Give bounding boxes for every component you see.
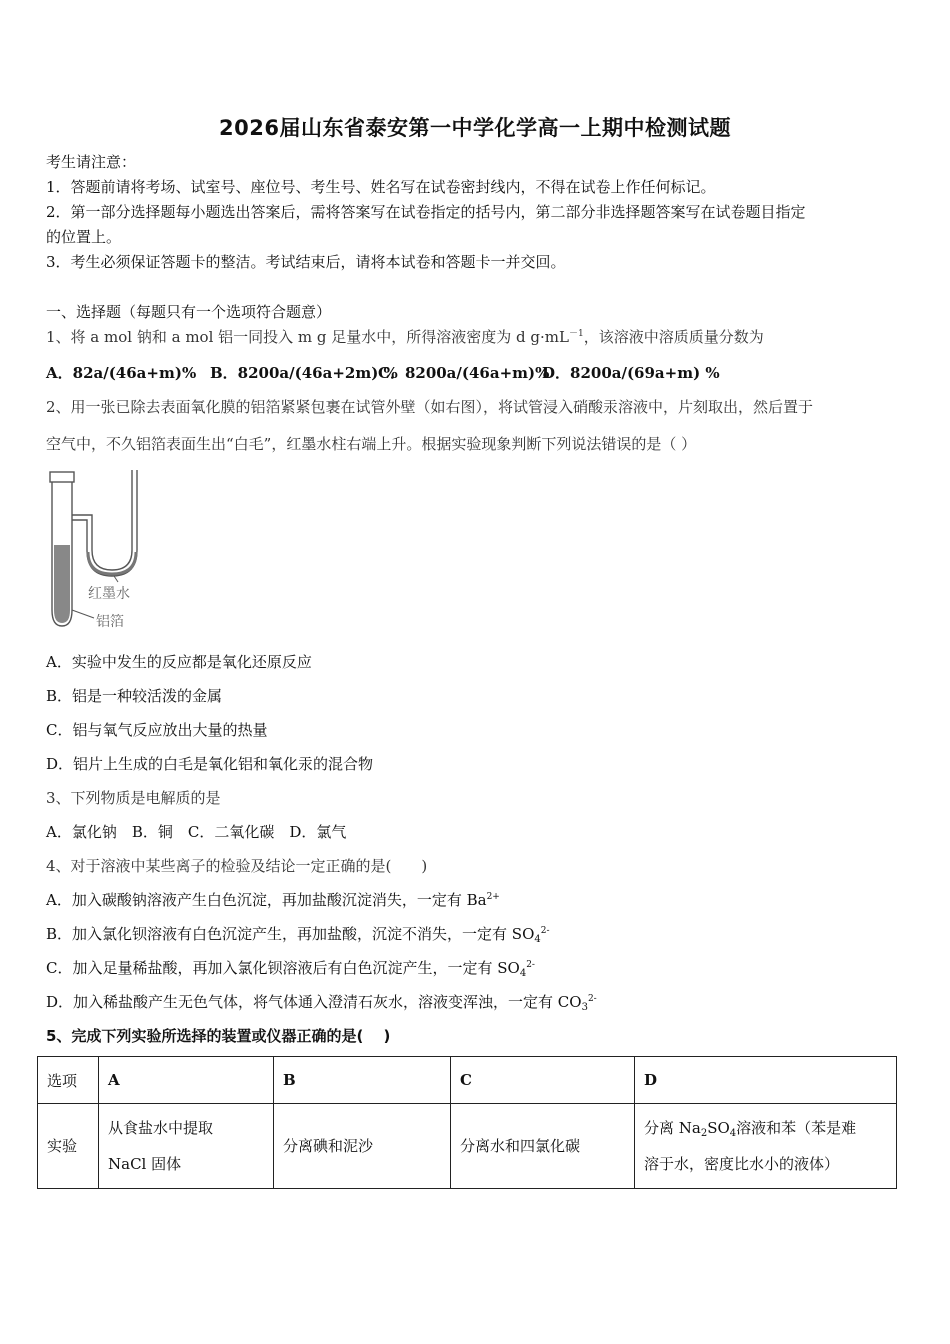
question-5-table <box>37 1056 897 1189</box>
question-3-options: A．氯化钠 B．铜 C．二氧化碳 D．氯气 <box>46 823 347 841</box>
question-2-stem-line2: 空气中，不久铝箔表面生出“白毛”，红墨水柱右端上升。根据实验现象判断下列说法错误的是（ ） <box>46 435 697 453</box>
cell-d-pre: 分离 Na <box>644 1119 701 1137</box>
q4-option-c-text: C．加入足量稀盐酸，再加入氯化钡溶液后有白色沉淀产生，一定有 SO <box>46 959 520 977</box>
table-header-cell: B <box>274 1057 451 1104</box>
q2-option-b: B．铝是一种较活泼的金属 <box>46 687 223 705</box>
q1-stem-tail: ，该溶液中溶质质量分数为 <box>583 328 764 346</box>
notice-item-3: 3．考生必须保证答题卡的整洁。考试结束后，请将本试卷和答题卡一并交回。 <box>46 253 566 271</box>
question-3-stem: 3、下列物质是电解质的是 <box>46 789 221 807</box>
q4-option-d-sub: 3 <box>581 1002 588 1013</box>
q1-option-b: B．8200a/(46a+2m) % <box>210 364 398 382</box>
table-header-cell: D <box>635 1057 897 1104</box>
question-4-stem: 4、对于溶液中某些离子的检验及结论一定正确的是( ) <box>46 857 428 875</box>
q4-option-d-text: D．加入稀盐酸产生无色气体，将气体通入澄清石灰水，溶液变浑浊，一定有 CO <box>46 993 582 1011</box>
q4-option-a-text: A．加入碳酸钠溶液产生白色沉淀，再加盐酸沉淀消失，一定有 Ba <box>46 891 487 909</box>
table-row-label: 实验 <box>38 1104 99 1189</box>
question-1-stem <box>46 327 764 347</box>
table-cell-a <box>99 1104 274 1189</box>
q4-option-b <box>46 924 550 944</box>
q1-stem-text: 1、将 a mol 钠和 a mol 铝一同投入 m g 足量水中，所得溶液密度为 d g·mL <box>46 328 569 346</box>
cell-d-line2: 溶于水，密度比水小的液体） <box>644 1155 840 1173</box>
notice-heading: 考生请注意： <box>46 153 137 171</box>
question-1-options <box>46 363 720 383</box>
table-cell-d <box>635 1104 897 1189</box>
label-pointer-foil <box>72 610 94 618</box>
cell-d-sub2: 4 <box>729 1128 737 1139</box>
q1-stem-sup: －1 <box>568 329 584 339</box>
notice-item-1: 1．答题前请将考场、试室号、座位号、考生号、姓名写在试卷密封线内，不得在试卷上作任何标记。 <box>46 178 716 196</box>
notice-item-2-cont: 的位置上。 <box>46 228 122 246</box>
table-header-cell: 选项 <box>38 1057 99 1104</box>
tube-stopper <box>50 472 74 482</box>
q2-option-c: C．铝与氧气反应放出大量的热量 <box>46 721 268 739</box>
label-pointer-ink <box>114 576 118 582</box>
table-row <box>38 1104 897 1189</box>
q4-option-b-sub: 4 <box>534 934 541 945</box>
q4-option-d-sup: 2- <box>587 994 597 1004</box>
aluminum-foil-fill <box>54 545 70 623</box>
q4-option-c-sub: 4 <box>519 968 527 979</box>
notice-item-2: 2．第一部分选择题每小题选出答案后，需将答案写在试卷指定的括号内，第二部分非选择题答案写在试卷题目指定 <box>46 203 806 221</box>
cell-d-sub1: 2 <box>700 1128 708 1139</box>
cell-a-line2: NaCl 固体 <box>108 1155 182 1173</box>
q4-option-c <box>46 958 535 978</box>
q1-option-c: C．8200a/(46a+m)% <box>378 364 550 382</box>
label-foil: 铝箔 <box>96 614 124 630</box>
cell-d-mid: SO <box>707 1119 730 1137</box>
table-cell-b: 分离碘和泥沙 <box>274 1104 451 1189</box>
cell-d-line1 <box>644 1110 887 1146</box>
test-tube-figure <box>44 470 154 635</box>
table-cell-c: 分离水和四氯化碳 <box>451 1104 635 1189</box>
q4-option-d <box>46 992 597 1012</box>
q4-option-b-sup: 2- <box>540 926 550 936</box>
table-header-cell: A <box>99 1057 274 1104</box>
q4-option-c-sup: 2- <box>526 960 535 970</box>
section-heading: 一、选择题（每题只有一个选项符合题意） <box>46 303 332 321</box>
label-red-ink: 红墨水 <box>88 586 130 602</box>
q1-option-d: D．8200a/(69a+m) % <box>542 364 720 382</box>
q2-option-a: A．实验中发生的反应都是氧化还原反应 <box>46 653 312 671</box>
page-title: 2026届山东省泰安第一中学化学高一上期中检测试题 <box>219 116 731 140</box>
q2-option-d: D．铝片上生成的白毛是氧化铝和氧化汞的混合物 <box>46 755 374 773</box>
q4-option-a-sup: 2+ <box>486 892 500 902</box>
u-tube-inner <box>72 470 137 576</box>
cell-a-line1: 从食盐水中提取 <box>108 1119 214 1137</box>
table-header-row <box>38 1057 897 1104</box>
question-5-stem: 5、完成下列实验所选择的装置或仪器正确的是( ) <box>46 1027 391 1045</box>
question-2-stem-line1: 2、用一张已除去表面氧化膜的铝箔紧紧包裹在试管外壁（如右图），将试管浸入硝酸汞溶液中，片刻取出，然后置于 <box>46 398 814 416</box>
q1-option-a: A．82a/(46a+m)% <box>46 364 197 382</box>
table-header-cell: C <box>451 1057 635 1104</box>
q4-option-a <box>46 890 500 910</box>
cell-d-post: 溶液和苯（苯是难 <box>736 1119 857 1137</box>
q4-option-b-text: B．加入氯化钡溶液有白色沉淀产生，再加盐酸，沉淀不消失，一定有 SO <box>46 925 535 943</box>
